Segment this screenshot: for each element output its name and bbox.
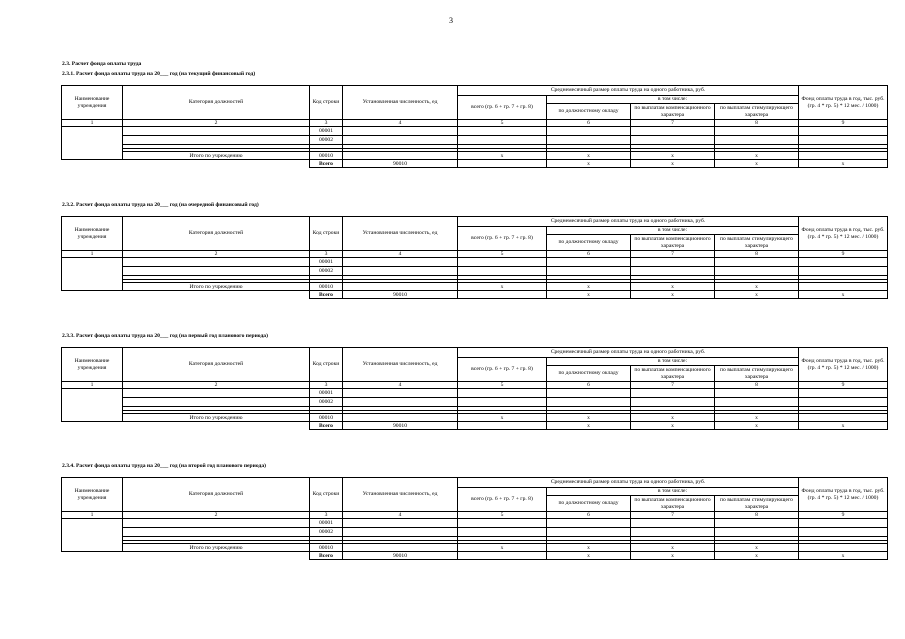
col-number: 2 xyxy=(123,120,310,127)
x-mark: x xyxy=(799,160,888,168)
category-cell[interactable] xyxy=(123,267,310,276)
total-cell[interactable] xyxy=(458,267,547,276)
incentive-cell[interactable] xyxy=(715,136,799,145)
fund-cell[interactable] xyxy=(799,283,888,291)
col-number: 3 xyxy=(310,512,343,519)
x-mark: x xyxy=(631,152,715,160)
header-avg-salary: Среднемесячный размер оплаты труда на одного работника, руб. xyxy=(458,217,799,227)
table-row xyxy=(62,136,888,145)
x-mark: x xyxy=(631,422,715,430)
category-cell[interactable] xyxy=(123,136,310,145)
total-code: 90010 xyxy=(343,291,458,299)
category-cell[interactable] xyxy=(123,127,310,136)
headcount-cell[interactable] xyxy=(343,519,458,528)
headcount-cell[interactable] xyxy=(343,258,458,267)
col-number: 6 xyxy=(547,120,631,127)
table-row xyxy=(62,519,888,528)
subtotal-row xyxy=(62,544,888,552)
col-number: 5 xyxy=(458,382,547,389)
x-mark: x xyxy=(715,160,799,168)
header-institution: Наименование учреждения xyxy=(62,217,123,251)
code-cell: 00001 xyxy=(310,389,343,398)
total-code: 90010 xyxy=(343,422,458,430)
compensation-cell[interactable] xyxy=(631,398,715,407)
payroll-table xyxy=(61,85,888,168)
header-salary: по должностному окладу xyxy=(547,104,631,120)
table-row xyxy=(62,267,888,276)
header-code: Код строки xyxy=(310,86,343,120)
header-incentive: по выплатам стимулирующего характера xyxy=(715,104,799,120)
table-row xyxy=(62,258,888,267)
total-label: Всего xyxy=(310,552,343,560)
header-headcount: Установленная численность, ед xyxy=(343,478,458,512)
x-mark: x xyxy=(458,544,547,552)
col-number: 9 xyxy=(799,120,888,127)
subtotal-label: Итого по учреждению xyxy=(123,544,310,552)
code-cell: 00002 xyxy=(310,136,343,145)
header-category: Категория должностей xyxy=(123,86,310,120)
incentive-cell[interactable] xyxy=(715,389,799,398)
header-code: Код строки xyxy=(310,348,343,382)
category-cell[interactable] xyxy=(123,389,310,398)
headcount-cell[interactable] xyxy=(343,267,458,276)
col-number: 7 xyxy=(631,120,715,127)
section-title: 2.3.4. Расчет фонда оплаты труда на 20___ год (на второй год планового периода) xyxy=(62,463,266,469)
category-cell[interactable] xyxy=(123,258,310,267)
col-number: 4 xyxy=(343,120,458,127)
fund-cell[interactable] xyxy=(799,414,888,422)
salary-cell[interactable] xyxy=(547,127,631,136)
x-mark: x xyxy=(458,414,547,422)
category-cell[interactable] xyxy=(123,528,310,537)
header-including: в том числе: xyxy=(547,488,799,496)
compensation-cell[interactable] xyxy=(631,267,715,276)
headcount-cell[interactable] xyxy=(343,398,458,407)
x-mark: x xyxy=(547,283,631,291)
x-mark: x xyxy=(715,422,799,430)
headcount-cell[interactable] xyxy=(343,389,458,398)
col-number: 2 xyxy=(123,251,310,258)
header-avg-salary: Среднемесячный размер оплаты труда на одного работника, руб. xyxy=(458,478,799,488)
table-row xyxy=(62,398,888,407)
col-number: 9 xyxy=(799,251,888,258)
institution-cell[interactable] xyxy=(62,519,123,552)
category-cell[interactable] xyxy=(123,398,310,407)
header-incentive: по выплатам стимулирующего характера xyxy=(715,496,799,512)
payroll-table xyxy=(61,477,888,560)
x-mark: x xyxy=(715,414,799,422)
x-mark: x xyxy=(547,291,631,299)
subtotal-label: Итого по учреждению xyxy=(123,414,310,422)
x-mark: x xyxy=(547,160,631,168)
headcount-cell[interactable] xyxy=(458,422,547,430)
code-cell: 00002 xyxy=(310,398,343,407)
x-mark: x xyxy=(547,422,631,430)
header-fund: Фонд оплаты труда в год, тыс. руб. (гр. 4 * гр. 5) * 12 мес. / 1000) xyxy=(799,348,888,382)
col-number: 3 xyxy=(310,120,343,127)
x-mark: x xyxy=(458,283,547,291)
x-mark: x xyxy=(715,152,799,160)
col-number: 3 xyxy=(310,382,343,389)
subtotal-code: 00010 xyxy=(310,283,343,291)
table-row xyxy=(62,389,888,398)
x-mark: x xyxy=(458,152,547,160)
header-code: Код строки xyxy=(310,478,343,512)
header-headcount: Установленная численность, ед xyxy=(343,217,458,251)
subtotal-row xyxy=(62,152,888,160)
section-title: 2.3.3. Расчет фонда оплаты труда на 20___ год (на первый год планового периода) xyxy=(62,333,268,339)
header-category: Категория должностей xyxy=(123,478,310,512)
headcount-cell[interactable] xyxy=(343,127,458,136)
headcount-cell[interactable] xyxy=(343,283,458,291)
fund-cell[interactable] xyxy=(799,398,888,407)
header-including: в том числе: xyxy=(547,227,799,235)
col-number: 4 xyxy=(343,382,458,389)
subtotal-code: 00010 xyxy=(310,152,343,160)
col-number: 8 xyxy=(715,382,799,389)
fund-cell[interactable] xyxy=(799,258,888,267)
x-mark: x xyxy=(799,291,888,299)
headcount-cell[interactable] xyxy=(343,544,458,552)
x-mark: x xyxy=(631,552,715,560)
header-institution: Наименование учреждения xyxy=(62,348,123,382)
main-title: 2.3. Расчет фонда оплаты труда xyxy=(62,61,142,67)
col-number: 9 xyxy=(799,382,888,389)
total-cell[interactable] xyxy=(458,398,547,407)
compensation-cell[interactable] xyxy=(631,127,715,136)
header-including: в том числе: xyxy=(547,96,799,104)
incentive-cell[interactable] xyxy=(715,398,799,407)
compensation-cell[interactable] xyxy=(631,258,715,267)
total-cell[interactable] xyxy=(458,258,547,267)
x-mark: x xyxy=(547,152,631,160)
total-label: Всего xyxy=(310,160,343,168)
col-number: 6 xyxy=(547,382,631,389)
institution-cell[interactable] xyxy=(62,258,123,291)
header-total: всего (гр. 6 + гр. 7 + гр. 8) xyxy=(458,488,547,512)
header-total: всего (гр. 6 + гр. 7 + гр. 8) xyxy=(458,358,547,382)
total-blank xyxy=(62,291,310,299)
headcount-cell[interactable] xyxy=(458,552,547,560)
compensation-cell[interactable] xyxy=(631,519,715,528)
header-headcount: Установленная численность, ед xyxy=(343,348,458,382)
subtotal-label: Итого по учреждению xyxy=(123,283,310,291)
header-salary: по должностному окладу xyxy=(547,496,631,512)
compensation-cell[interactable] xyxy=(631,136,715,145)
headcount-cell[interactable] xyxy=(343,528,458,537)
col-number: 9 xyxy=(799,512,888,519)
total-code: 90010 xyxy=(343,552,458,560)
x-mark: x xyxy=(547,552,631,560)
col-number: 4 xyxy=(343,251,458,258)
fund-cell[interactable] xyxy=(799,136,888,145)
col-number: 3 xyxy=(310,251,343,258)
header-institution: Наименование учреждения xyxy=(62,86,123,120)
header-code: Код строки xyxy=(310,217,343,251)
x-mark: x xyxy=(715,291,799,299)
header-category: Категория должностей xyxy=(123,348,310,382)
header-compensation: по выплатам компенсационного характера xyxy=(631,235,715,251)
header-total: всего (гр. 6 + гр. 7 + гр. 8) xyxy=(458,227,547,251)
total-row xyxy=(62,552,888,560)
total-blank xyxy=(62,422,310,430)
payroll-table xyxy=(61,216,888,299)
x-mark: x xyxy=(631,414,715,422)
x-mark: x xyxy=(631,160,715,168)
col-number: 1 xyxy=(62,120,123,127)
payroll-table xyxy=(61,347,888,430)
salary-cell[interactable] xyxy=(547,267,631,276)
fund-cell[interactable] xyxy=(799,389,888,398)
x-mark: x xyxy=(631,283,715,291)
headcount-cell[interactable] xyxy=(458,160,547,168)
header-avg-salary: Среднемесячный размер оплаты труда на одного работника, руб. xyxy=(458,348,799,358)
col-number: 2 xyxy=(123,382,310,389)
col-number: 8 xyxy=(715,251,799,258)
total-code: 90010 xyxy=(343,160,458,168)
header-salary: по должностному окладу xyxy=(547,235,631,251)
salary-cell[interactable] xyxy=(547,528,631,537)
header-incentive: по выплатам стимулирующего характера xyxy=(715,235,799,251)
x-mark: x xyxy=(631,291,715,299)
col-number: 5 xyxy=(458,251,547,258)
fund-cell[interactable] xyxy=(799,528,888,537)
x-mark: x xyxy=(799,422,888,430)
col-number: 5 xyxy=(458,512,547,519)
incentive-cell[interactable] xyxy=(715,519,799,528)
code-cell: 00002 xyxy=(310,528,343,537)
total-cell[interactable] xyxy=(458,389,547,398)
fund-cell[interactable] xyxy=(799,519,888,528)
total-label: Всего xyxy=(310,422,343,430)
code-cell: 00001 xyxy=(310,519,343,528)
x-mark: x xyxy=(547,414,631,422)
header-fund: Фонд оплаты труда в год, тыс. руб. (гр. 4 * гр. 5) * 12 мес. / 1000) xyxy=(799,217,888,251)
headcount-cell[interactable] xyxy=(343,152,458,160)
institution-cell[interactable] xyxy=(62,127,123,160)
compensation-cell[interactable] xyxy=(631,389,715,398)
header-salary: по должностному окладу xyxy=(547,366,631,382)
total-label: Всего xyxy=(310,291,343,299)
header-total: всего (гр. 6 + гр. 7 + гр. 8) xyxy=(458,96,547,120)
col-number: 8 xyxy=(715,512,799,519)
fund-cell[interactable] xyxy=(799,127,888,136)
col-number: 6 xyxy=(547,251,631,258)
col-number: 7 xyxy=(631,382,715,389)
compensation-cell[interactable] xyxy=(631,528,715,537)
col-number: 5 xyxy=(458,120,547,127)
col-number: 4 xyxy=(343,512,458,519)
code-cell: 00001 xyxy=(310,127,343,136)
col-number: 7 xyxy=(631,251,715,258)
category-cell[interactable] xyxy=(123,519,310,528)
headcount-cell[interactable] xyxy=(343,414,458,422)
subtotal-row xyxy=(62,414,888,422)
incentive-cell[interactable] xyxy=(715,127,799,136)
total-cell[interactable] xyxy=(458,519,547,528)
header-fund: Фонд оплаты труда в год, тыс. руб. (гр. 4 * гр. 5) * 12 мес. / 1000) xyxy=(799,478,888,512)
section-title: 2.3.2. Расчет фонда оплаты труда на 20___ год (на очередной финансовый год) xyxy=(62,202,259,208)
col-number: 1 xyxy=(62,251,123,258)
subtotal-code: 00010 xyxy=(310,414,343,422)
section-title: 2.3.1. Расчет фонда оплаты труда на 20___ год (на текущий финансовый год) xyxy=(62,71,256,77)
col-number: 7 xyxy=(631,512,715,519)
subtotal-label: Итого по учреждению xyxy=(123,152,310,160)
subtotal-code: 00010 xyxy=(310,544,343,552)
table-row xyxy=(62,127,888,136)
total-row xyxy=(62,160,888,168)
x-mark: x xyxy=(799,552,888,560)
col-number: 2 xyxy=(123,512,310,519)
x-mark: x xyxy=(715,544,799,552)
fund-cell[interactable] xyxy=(799,267,888,276)
x-mark: x xyxy=(715,552,799,560)
fund-cell[interactable] xyxy=(799,544,888,552)
total-cell[interactable] xyxy=(458,127,547,136)
header-avg-salary: Среднемесячный размер оплаты труда на одного работника, руб. xyxy=(458,86,799,96)
header-compensation: по выплатам компенсационного характера xyxy=(631,366,715,382)
table-row xyxy=(62,528,888,537)
header-compensation: по выплатам компенсационного характера xyxy=(631,104,715,120)
fund-cell[interactable] xyxy=(799,152,888,160)
total-blank xyxy=(62,552,310,560)
incentive-cell[interactable] xyxy=(715,258,799,267)
header-institution: Наименование учреждения xyxy=(62,478,123,512)
code-cell: 00002 xyxy=(310,267,343,276)
salary-cell[interactable] xyxy=(547,519,631,528)
salary-cell[interactable] xyxy=(547,389,631,398)
total-blank xyxy=(62,160,310,168)
header-category: Категория должностей xyxy=(123,217,310,251)
total-row xyxy=(62,422,888,430)
x-mark: x xyxy=(547,544,631,552)
total-cell[interactable] xyxy=(458,136,547,145)
x-mark: x xyxy=(631,544,715,552)
code-cell: 00001 xyxy=(310,258,343,267)
header-headcount: Установленная численность, ед xyxy=(343,86,458,120)
col-number: 1 xyxy=(62,382,123,389)
header-including: в том числе: xyxy=(547,358,799,366)
header-compensation: по выплатам компенсационного характера xyxy=(631,496,715,512)
col-number: 6 xyxy=(547,512,631,519)
header-fund: Фонд оплаты труда в год, тыс. руб. (гр. 4 * гр. 5) * 12 мес. / 1000) xyxy=(799,86,888,120)
headcount-cell[interactable] xyxy=(458,291,547,299)
institution-cell[interactable] xyxy=(62,389,123,422)
headcount-cell[interactable] xyxy=(343,136,458,145)
x-mark: x xyxy=(715,283,799,291)
incentive-cell[interactable] xyxy=(715,528,799,537)
salary-cell[interactable] xyxy=(547,398,631,407)
header-incentive: по выплатам стимулирующего характера xyxy=(715,366,799,382)
subtotal-row xyxy=(62,283,888,291)
page-number: 3 xyxy=(449,16,453,25)
salary-cell[interactable] xyxy=(547,258,631,267)
col-number: 8 xyxy=(715,120,799,127)
total-row xyxy=(62,291,888,299)
total-cell[interactable] xyxy=(458,528,547,537)
salary-cell[interactable] xyxy=(547,136,631,145)
col-number: 1 xyxy=(62,512,123,519)
incentive-cell[interactable] xyxy=(715,267,799,276)
